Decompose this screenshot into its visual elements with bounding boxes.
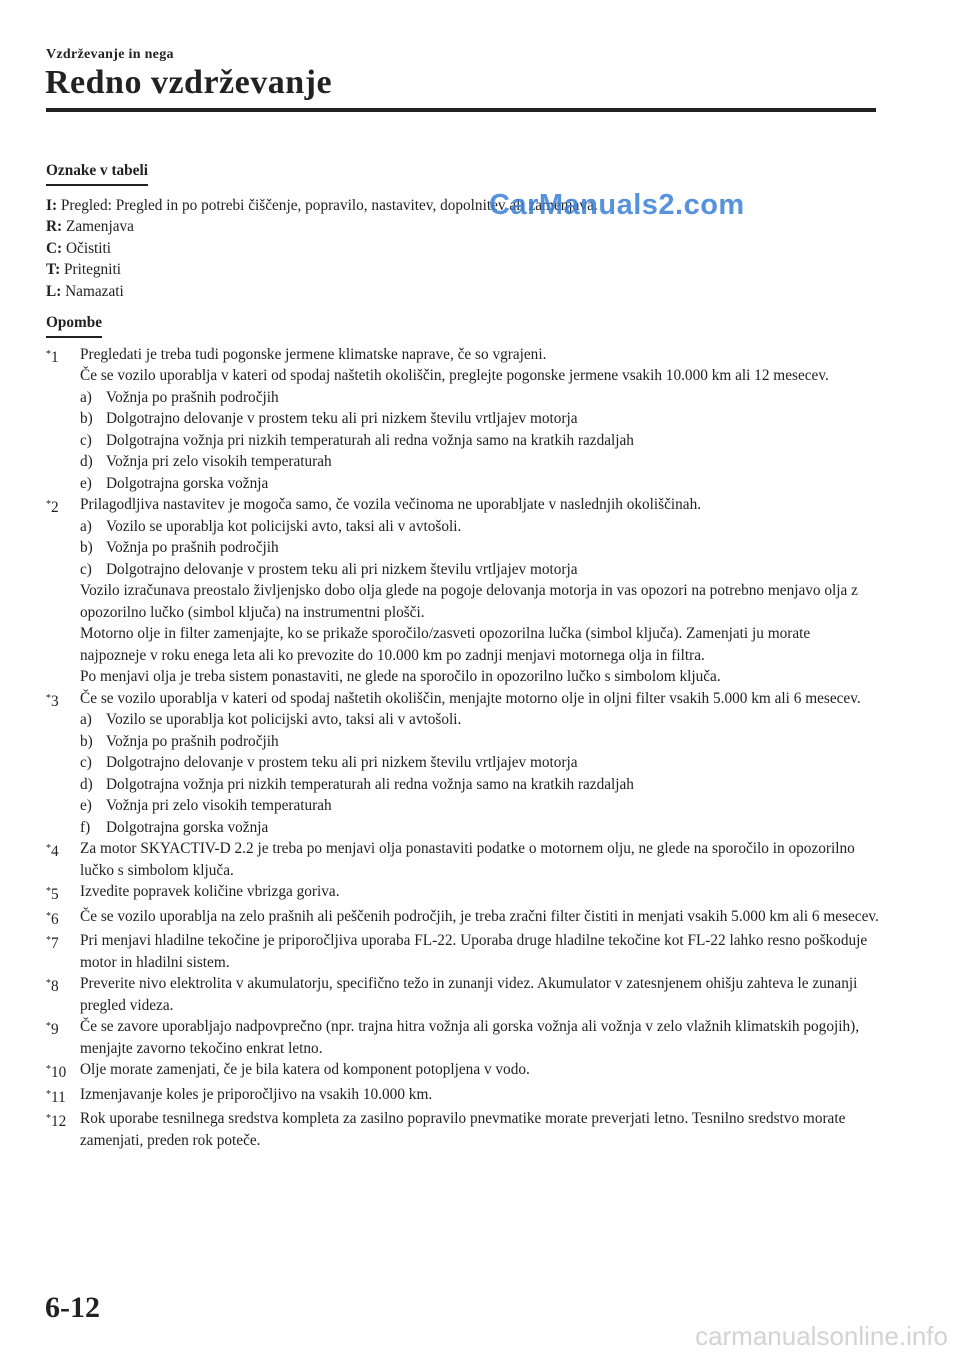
note-sub-label: d) [80, 775, 93, 793]
note-sub-label: a) [80, 517, 92, 535]
note-sub-text: Vožnja po prašnih področjih [106, 388, 279, 406]
note-asterisk: * [46, 1064, 51, 1075]
note-asterisk: * [46, 843, 51, 854]
note-body [80, 973, 880, 1016]
watermark-logo: CarManuals2.com [489, 189, 745, 221]
note-item [46, 1016, 880, 1059]
note-number [46, 1059, 80, 1084]
note-asterisk: * [46, 499, 51, 510]
legend-item [46, 216, 880, 238]
note-line: Izvedite popravek količine vbrizga goriva. [80, 883, 340, 900]
footer-watermark: carmanualsonline.info [695, 1321, 948, 1351]
note-sub-item [80, 516, 880, 538]
note-item [46, 881, 880, 906]
note-sub-label: b) [80, 732, 93, 750]
note-number-value: 8 [51, 978, 59, 995]
note-number [46, 688, 80, 839]
note-number-value: 3 [51, 692, 59, 710]
note-sub-text: Vožnja pri zelo visokih temperaturah [106, 797, 332, 814]
legend-key: C: [46, 239, 63, 257]
note-item [46, 688, 880, 839]
note-asterisk: * [46, 978, 51, 989]
note-number-value: 9 [51, 1021, 59, 1038]
note-sub-item [80, 709, 880, 731]
note-number-value: 10 [51, 1064, 67, 1081]
note-line: Za motor SKYACTIV-D 2.2 je treba po menjavi olja ponastaviti podatke o motornem olju, ne glede na sporočilo in opozorilno lučko s simbolom ključa. [80, 840, 855, 879]
notes-list [46, 344, 880, 1152]
note-sub-item [80, 387, 880, 409]
page-content [46, 160, 880, 1151]
note-line: Preverite nivo elektrolita v akumulatorju, specifično težo in zunanji videz. Akumulator v zatesnjenem ohišju zahteva le zunanji pregled videza. [80, 975, 858, 1014]
note-body [80, 838, 880, 881]
note-number [46, 1108, 80, 1151]
legend-key: L: [46, 282, 62, 300]
note-line: Pri menjavi hladilne tekočine je priporočljiva uporaba FL-22. Uporaba druge hladilne tekočine kot FL-22 lahko resno poškoduje motor in hladilni sistem. [80, 932, 868, 971]
note-asterisk: * [46, 692, 51, 704]
note-sub-item [80, 559, 880, 581]
note-item [46, 1084, 880, 1109]
legend-heading-wrap [46, 160, 880, 186]
note-item [46, 906, 880, 931]
note-number-value: 7 [51, 935, 59, 952]
note-sub-label: c) [80, 431, 92, 449]
note-asterisk: * [46, 1113, 51, 1124]
page-title: Redno vzdrževanje [45, 64, 333, 101]
legend-text: Zamenjava [65, 218, 134, 235]
note-sub-text: Dolgotrajna gorska vožnja [106, 818, 269, 836]
note-number [46, 344, 80, 495]
note-asterisk: * [46, 886, 51, 897]
note-number [46, 881, 80, 906]
note-line: Vozilo izračunava preostalo življenjsko dobo olja glede na pogoje delovanja motorja in vas opozori na potrebno menjavo olja z opozorilno lučko (simbol ključa) na instrumentni plošči. [80, 582, 858, 621]
legend-item [46, 195, 880, 217]
note-number-value: 6 [51, 910, 59, 928]
legend-key: R: [46, 218, 63, 235]
note-item [46, 973, 880, 1016]
note-item [46, 1108, 880, 1151]
note-number-value: 4 [51, 843, 59, 860]
note-sub-label: e) [80, 474, 92, 492]
note-sub-text: Vozilo se uporablja kot policijski avto, taksi ali v avtošoli. [106, 517, 462, 535]
note-number [46, 906, 80, 931]
note-sub-item [80, 537, 880, 559]
note-sub-text: Vožnja po prašnih področjih [106, 732, 279, 750]
note-sub-item [80, 473, 880, 495]
note-number-value: 1 [51, 348, 59, 366]
notes-heading-wrap [46, 312, 880, 338]
note-asterisk: * [46, 935, 51, 946]
note-sub-text: Vozilo se uporablja kot policijski avto, taksi ali v avtošoli. [106, 711, 462, 728]
section-kicker: Vzdrževanje in nega [46, 47, 174, 62]
legend-text: Namazati [65, 282, 124, 300]
notes-heading: Opombe [46, 312, 102, 338]
note-number [46, 973, 80, 1016]
note-sub-text: Dolgotrajna vožnja pri nizkih temperaturah ali redna vožnja samo na kratkih razdaljah [106, 775, 634, 793]
note-asterisk: * [46, 348, 51, 360]
note-sub-item [80, 731, 880, 753]
note-line: Če se zavore uporabljajo nadpovprečno (npr. trajna hitra vožnja ali gorska vožnja ali vožnja v zelo vlažnih klimatskih pogojih), menjajte zavorno tekočino enkrat letno. [80, 1018, 860, 1057]
note-line: Motorno olje in filter zamenjajte, ko se prikaže sporočilo/zasveti opozorilna lučka (simbol ključa). Zamenjati ju morate najpozneje v roku enega leta ali ko prevozite do 10.000 km po zadnji menjavi motornega olja in filtra. [80, 625, 811, 664]
note-sub-label: a) [80, 711, 92, 728]
note-number [46, 1016, 80, 1059]
note-sub-item [80, 774, 880, 796]
note-sub-text: Dolgotrajno delovanje v prostem teku ali pri nizkem številu vrtljajev motorja [106, 560, 578, 578]
note-number-value: 11 [51, 1088, 66, 1106]
title-divider [46, 108, 876, 112]
note-sub-label: e) [80, 797, 92, 814]
note-sub-item [80, 451, 880, 473]
note-body [80, 930, 880, 973]
note-sub-item [80, 817, 880, 839]
note-sub-label: d) [80, 453, 93, 470]
note-body [80, 1108, 880, 1151]
note-sub-text: Dolgotrajno delovanje v prostem teku ali pri nizkem številu vrtljajev motorja [106, 410, 578, 427]
note-sub-text: Dolgotrajno delovanje v prostem teku ali pri nizkem številu vrtljajev motorja [106, 754, 578, 771]
note-asterisk: * [46, 910, 51, 922]
note-body [80, 881, 880, 906]
note-asterisk: * [46, 1021, 51, 1032]
page-number: 6-12 [45, 1291, 100, 1324]
note-body [80, 906, 880, 931]
legend-item [46, 238, 880, 260]
note-line: Če se vozilo uporablja v kateri od spodaj naštetih okoliščin, menjajte motorno olje in oljni filter vsakih 5.000 km ali 6 mesecev. [80, 689, 861, 707]
note-number-value: 2 [51, 499, 59, 516]
note-number [46, 1084, 80, 1109]
note-sub-label: c) [80, 560, 92, 578]
note-number-value: 5 [51, 886, 59, 903]
note-item [46, 494, 880, 688]
note-item [46, 1059, 880, 1084]
note-line: Če se vozilo uporablja v kateri od spodaj naštetih okoliščin, preglejte pogonske jermene vsakih 10.000 km ali 12 mesecev. [80, 367, 829, 384]
note-number-value: 12 [51, 1113, 67, 1130]
note-asterisk: * [46, 1088, 51, 1100]
note-line: Olje morate zamenjati, če je bila katera od komponent potopljena v vodo. [80, 1061, 530, 1078]
legend-item [46, 281, 880, 303]
note-line: Izmenjavanje koles je priporočljivo na vsakih 10.000 km. [80, 1085, 433, 1103]
note-item [46, 838, 880, 881]
note-sub-item [80, 430, 880, 452]
legend-text: Očistiti [65, 239, 112, 257]
note-sub-label: a) [80, 388, 92, 406]
note-sub-label: b) [80, 410, 93, 427]
note-body [80, 494, 880, 688]
legend-list [46, 195, 880, 303]
legend-key: I: [46, 196, 58, 214]
legend-item [46, 259, 880, 281]
note-item [46, 344, 880, 495]
note-sub-label: c) [80, 754, 92, 771]
legend-text: Pregled: Pregled in po potrebi čiščenje, popravilo, nastavitev, dopolnitev ali zamenjava. [60, 196, 598, 214]
legend-key: T: [46, 261, 61, 278]
legend-heading: Oznake v tabeli [46, 160, 148, 186]
note-number [46, 930, 80, 973]
note-sub-text: Vožnja po prašnih področjih [106, 539, 279, 556]
note-body [80, 344, 880, 495]
note-sub-item [80, 795, 880, 817]
note-line: Rok uporabe tesnilnega sredstva kompleta za zasilno popravilo pnevmatike morate preverjati letno. Tesnilno sredstvo morate zamenjati, preden rok poteče. [80, 1110, 846, 1149]
note-sub-text: Dolgotrajna vožnja pri nizkih temperaturah ali redna vožnja samo na kratkih razdaljah [106, 431, 634, 449]
note-sub-label: f) [80, 818, 91, 836]
note-sub-item [80, 408, 880, 430]
note-number [46, 838, 80, 881]
note-line: Prilagodljiva nastavitev je mogoča samo, če vozila večinoma ne uporabljate v naslednjih okoliščinah. [80, 496, 702, 513]
note-sub-label: b) [80, 539, 93, 556]
note-sub-item [80, 752, 880, 774]
legend-text: Pritegniti [64, 261, 121, 278]
note-item [46, 930, 880, 973]
note-line: Po menjavi olja je treba sistem ponastaviti, ne glede na sporočilo in opozorilno lučko s simbolom ključa. [80, 668, 721, 685]
note-sub-text: Dolgotrajna gorska vožnja [106, 474, 269, 492]
note-body [80, 1084, 880, 1109]
note-body [80, 1016, 880, 1059]
note-line: Če se vozilo uporablja na zelo prašnih ali peščenih področjih, je treba zračni filter čistiti in menjati vsakih 5.000 km ali 6 mesecev. [80, 907, 879, 925]
note-number [46, 494, 80, 688]
note-line: Pregledati je treba tudi pogonske jermene klimatske naprave, če so vgrajeni. [80, 345, 547, 363]
note-sub-text: Vožnja pri zelo visokih temperaturah [106, 453, 332, 470]
note-body [80, 688, 880, 839]
note-body [80, 1059, 880, 1084]
